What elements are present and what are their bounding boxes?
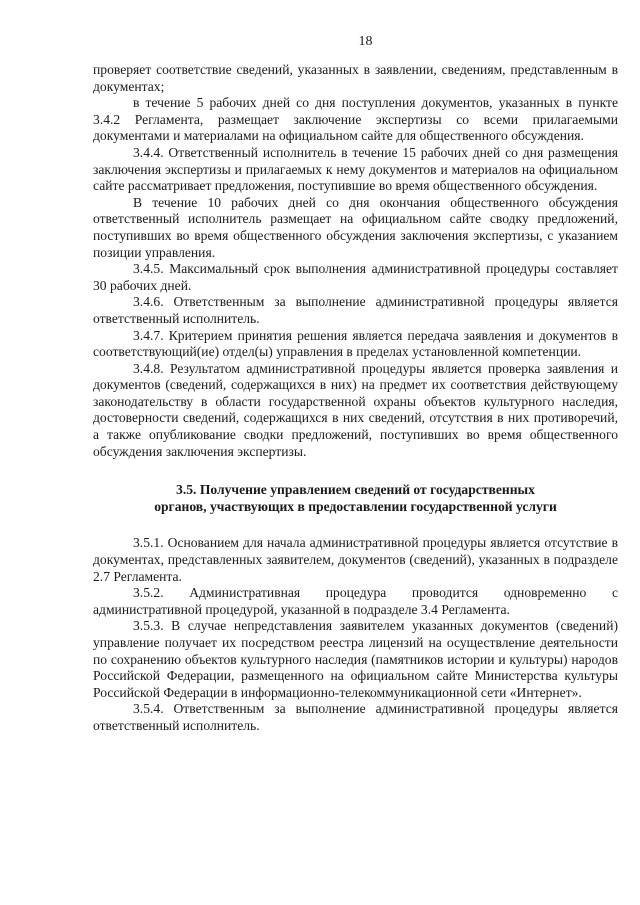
paragraph-3-5-3: 3.5.3. В случае непредставления заявителем указанных документов (сведений) управление получает их посредством реестра лицензий на осуществление деятельности по сохранению объектов культурного наследия (памятников истории и культуры) народов Российской Федерации, размещенного на официальном сайте Министерства культуры Российской Федерации в информационно-телекоммуникационной сети «Интернет».: [93, 618, 618, 700]
section-heading-line: органов, участвующих в предоставлении государственной услуги: [154, 498, 557, 514]
paragraph-3-4-5: 3.4.5. Максимальный срок выполнения административной процедуры составляет 30 рабочих дней.: [93, 261, 618, 293]
paragraph-3-4-8: 3.4.8. Результатом административной процедуры является проверка заявления и документов (сведений, содержащихся в них) на предмет их соответствия действующему законодательству в области государственной охраны объектов культурного наследия, достоверности сведений, содержащихся в них сведений, отсутствия в них противоречий, а также опубликование сводки предложений, поступивших во время общественного обсуждения заключения экспертизы.: [93, 360, 618, 459]
paragraph-3-5-1: 3.5.1. Основанием для начала административной процедуры является отсутствие в документах, представленных заявителем, документов (сведений), указанных в подразделе 2.7 Регламента.: [93, 535, 618, 584]
paragraph-3-4-4: 3.4.4. Ответственный исполнитель в течение 15 рабочих дней со дня размещения заключения экспертизы и прилагаемых к нему документов и материалов на официальном сайте рассматривает предложения, поступившие во время общественного обсуждения.: [93, 144, 618, 194]
section-heading-3-5: [93, 482, 618, 515]
paragraph-3-4-7: 3.4.7. Критерием принятия решения является передача заявления и документов в соответствующий(ие) отдел(ы) управления в пределах установленной компетенции.: [93, 327, 618, 360]
page-number: 18: [358, 34, 373, 49]
paragraph-3-4-6: 3.4.6. Ответственным за выполнение административной процедуры является ответственный исполнитель.: [93, 294, 618, 326]
section-heading-line: 3.5. Получение управлением сведений от государственных: [176, 482, 535, 498]
paragraph-3-5-4: 3.5.4. Ответственным за выполнение административной процедуры является ответственный исполнитель.: [93, 701, 618, 733]
paragraph: в течение 5 рабочих дней со дня поступления документов, указанных в пункте 3.4.2 Регламента, размещает заключение экспертизы со всеми прилагаемыми документами и материалами на официальном сайте для общественного обсуждения.: [93, 95, 618, 144]
paragraph: проверяет соответствие сведений, указанных в заявлении, сведениям, представленным в документах;: [93, 62, 618, 94]
section-3-4-body: [93, 62, 618, 460]
paragraph: В течение 10 рабочих дней со дня окончания общественного обсуждения ответственный исполнитель размещает на официальном сайте сводку предложений, поступивших во время общественного обсуждения заключения экспертизы, с указанием позиции управления.: [93, 194, 618, 260]
paragraph-3-5-2: 3.5.2. Административная процедура проводится одновременно с административной процедурой, указанной в подразделе 3.4 Регламента.: [93, 585, 618, 617]
section-3-5-body: [93, 535, 618, 734]
